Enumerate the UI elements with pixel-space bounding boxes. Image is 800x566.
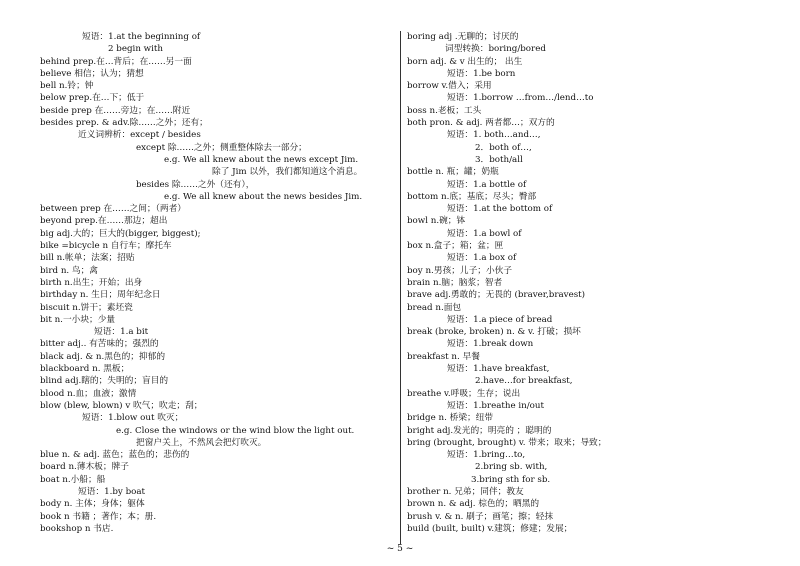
entry-line: 除了 Jim 以外，我们都知道这个消息。 — [212, 167, 363, 178]
entry-line: beyond prep.在……那边；超出 — [40, 216, 168, 227]
page-number: ~ 5 ~ — [386, 544, 414, 554]
entry-line: besides 除……之外（还有）， — [136, 179, 255, 190]
entry-line: beside prep 在……旁边；在……附近 — [40, 105, 191, 116]
entry-line: blue n. & adj. 蓝色；蓝色的；悲伤的 — [40, 450, 190, 461]
entry-line: break (broke, broken) n. & v. 打破；损坏 — [407, 327, 581, 338]
entry-line: brother n. 兄弟；同伴；教友 — [407, 486, 524, 497]
entry-line: breathe v.呼吸；生存；说出 — [407, 388, 521, 399]
entry-line: 短语：1.at the bottom of — [447, 204, 553, 215]
entry-line: 短语：1.borrow …from…/lend…to — [447, 93, 594, 104]
entry-line: brown n. & adj. 棕色的；晒黑的 — [407, 499, 540, 510]
entry-line: 近义词辨析：except / besides — [78, 130, 201, 141]
right-column — [407, 31, 767, 535]
entry-line: bird n. 鸟；禽 — [40, 265, 98, 276]
entry-line: boss n.老板；工头 — [407, 105, 482, 116]
entry-line: boring adj .无聊的；讨厌的 — [407, 32, 519, 42]
entry-line: 短语：1.a bowl of — [447, 228, 522, 239]
entry-line: 短语：1.have breakfast, — [447, 364, 550, 375]
entry-line: behind prep.在…背后；在……另一面 — [40, 56, 192, 67]
entry-line: birth n.出生；开始；出身 — [40, 277, 143, 288]
entry-line: 词型转换：boring/bored — [445, 44, 546, 55]
entry-line: bottle n. 瓶；罐；奶瓶 — [407, 167, 499, 178]
entry-line: brain n.脑；脑浆；智者 — [407, 277, 503, 288]
entry-line: 短语：1.a bottle of — [447, 179, 527, 190]
entry-line: both pron. & adj. 两者都…；双方的 — [407, 118, 555, 129]
entry-line: bread n.面包 — [407, 302, 462, 313]
entry-line: between prep 在……之间；（两者） — [40, 204, 186, 215]
entry-line: 3．both/all — [475, 154, 523, 165]
entry-line: 短语：1.bring…to, — [447, 450, 526, 461]
entry-line: 短语：1.at the beginning of — [82, 32, 201, 42]
entry-line: born adj. & v 出生的； 出生 — [407, 56, 523, 67]
entry-line: except 除……之外；侧重整体除去一部分； — [136, 142, 307, 153]
entry-line: blackboard n. 黑板； — [40, 364, 130, 375]
entry-line: bright adj.发光的；明亮的 ；聪明的 — [407, 425, 552, 436]
entry-line: biscuit n.饼干；素坯瓷 — [40, 302, 133, 313]
column-divider — [400, 31, 401, 544]
entry-line: bill n.帐单；法案；招贴 — [40, 253, 135, 264]
entry-line: brave adj.勇敢的；无畏的 (braver,bravest) — [407, 290, 586, 301]
entry-line: boy n.男孩；儿子；小伙子 — [407, 265, 513, 276]
entry-line: big adj.大的；巨大的(bigger, biggest); — [40, 228, 201, 239]
entry-line: 2 begin with — [108, 44, 163, 55]
entry-line: blow (blew, blown) v 吹气；吹走；刮； — [40, 400, 203, 411]
entry-line: besides prep. & adv.除……之外；还有； — [40, 118, 208, 129]
entry-line: brush v. & n. 刷子；画笔；擦；轻抹 — [407, 511, 554, 522]
entry-line: bookshop n 书店. — [40, 523, 114, 534]
entry-line: e.g. We all knew about the news except Jim. — [164, 154, 359, 165]
entry-line: body n. 主体；身体；躯体 — [40, 499, 145, 510]
entry-line: blind adj.瞎的；失明的；盲目的 — [40, 376, 169, 387]
entry-line: bring (brought, brought) v. 带来；取来；导致； — [407, 437, 607, 448]
entry-line: 2．both of…, — [475, 142, 532, 153]
entry-line: build (built, built) v.建筑；修建；发展； — [407, 523, 573, 534]
entry-line: e.g. Close the windows or the wind blow the light out. — [116, 425, 355, 436]
entry-line: 短语：1.be born — [447, 68, 516, 79]
entry-line: 短语：1. both…and…, — [447, 130, 541, 141]
entry-line: bell n.铃；钟 — [40, 81, 94, 92]
entry-line: breakfast n. 早餐 — [407, 351, 480, 362]
entry-line: 短语：1.blow out 吹灭； — [82, 413, 184, 424]
entry-line: 短语：1.break down — [447, 339, 534, 350]
entry-line: 3.bring sth for sb. — [471, 474, 551, 485]
entry-line: blood n.血；血液；激情 — [40, 388, 137, 399]
entry-line: 短语：1.a bit — [94, 327, 149, 338]
entry-line: bridge n. 桥梁；纽带 — [407, 413, 494, 424]
entry-line: bottom n.底；基底；尽头；臀部 — [407, 191, 537, 202]
entry-line: bike =bicycle n 自行车；摩托车 — [40, 241, 172, 252]
entry-line: borrow v.借入；采用 — [407, 81, 492, 92]
entry-line: birthday n. 生日；周年纪念日 — [40, 290, 161, 301]
entry-line: bit n.一小块；少量 — [40, 314, 116, 325]
entry-line: board n.薄木板；牌子 — [40, 462, 129, 473]
entry-line: bowl n.碗；钵 — [407, 216, 466, 227]
left-column — [40, 31, 395, 535]
entry-line: black adj. & n.黑色的；抑郁的 — [40, 351, 166, 362]
entry-line: 把窗户关上，不然风会把灯吹灭。 — [136, 437, 267, 448]
entry-line: 短语：1.breathe in/out — [447, 400, 544, 411]
entry-line: book n 书籍 ；著作；本；册. — [40, 511, 157, 522]
entry-line: 短语：1.a piece of bread — [447, 314, 553, 325]
entry-line: below prep.在…下；低于 — [40, 93, 145, 104]
entry-line: 短语：1.by boat — [78, 486, 146, 497]
entry-line: believe 相信；认为；猜想 — [40, 68, 144, 79]
entry-line: boat n.小船；船 — [40, 474, 106, 485]
entry-line: 2.bring sb. with, — [475, 462, 548, 473]
entry-line: 2.have…for breakfast, — [475, 376, 573, 387]
entry-line: 短语：1.a box of — [447, 253, 517, 264]
entry-line: bitter adj.. 有苦味的；强烈的 — [40, 339, 159, 350]
entry-line: e.g. We all knew about the news besides Jim. — [164, 191, 363, 202]
entry-line: box n.盒子；箱；盆；匣 — [407, 241, 504, 252]
